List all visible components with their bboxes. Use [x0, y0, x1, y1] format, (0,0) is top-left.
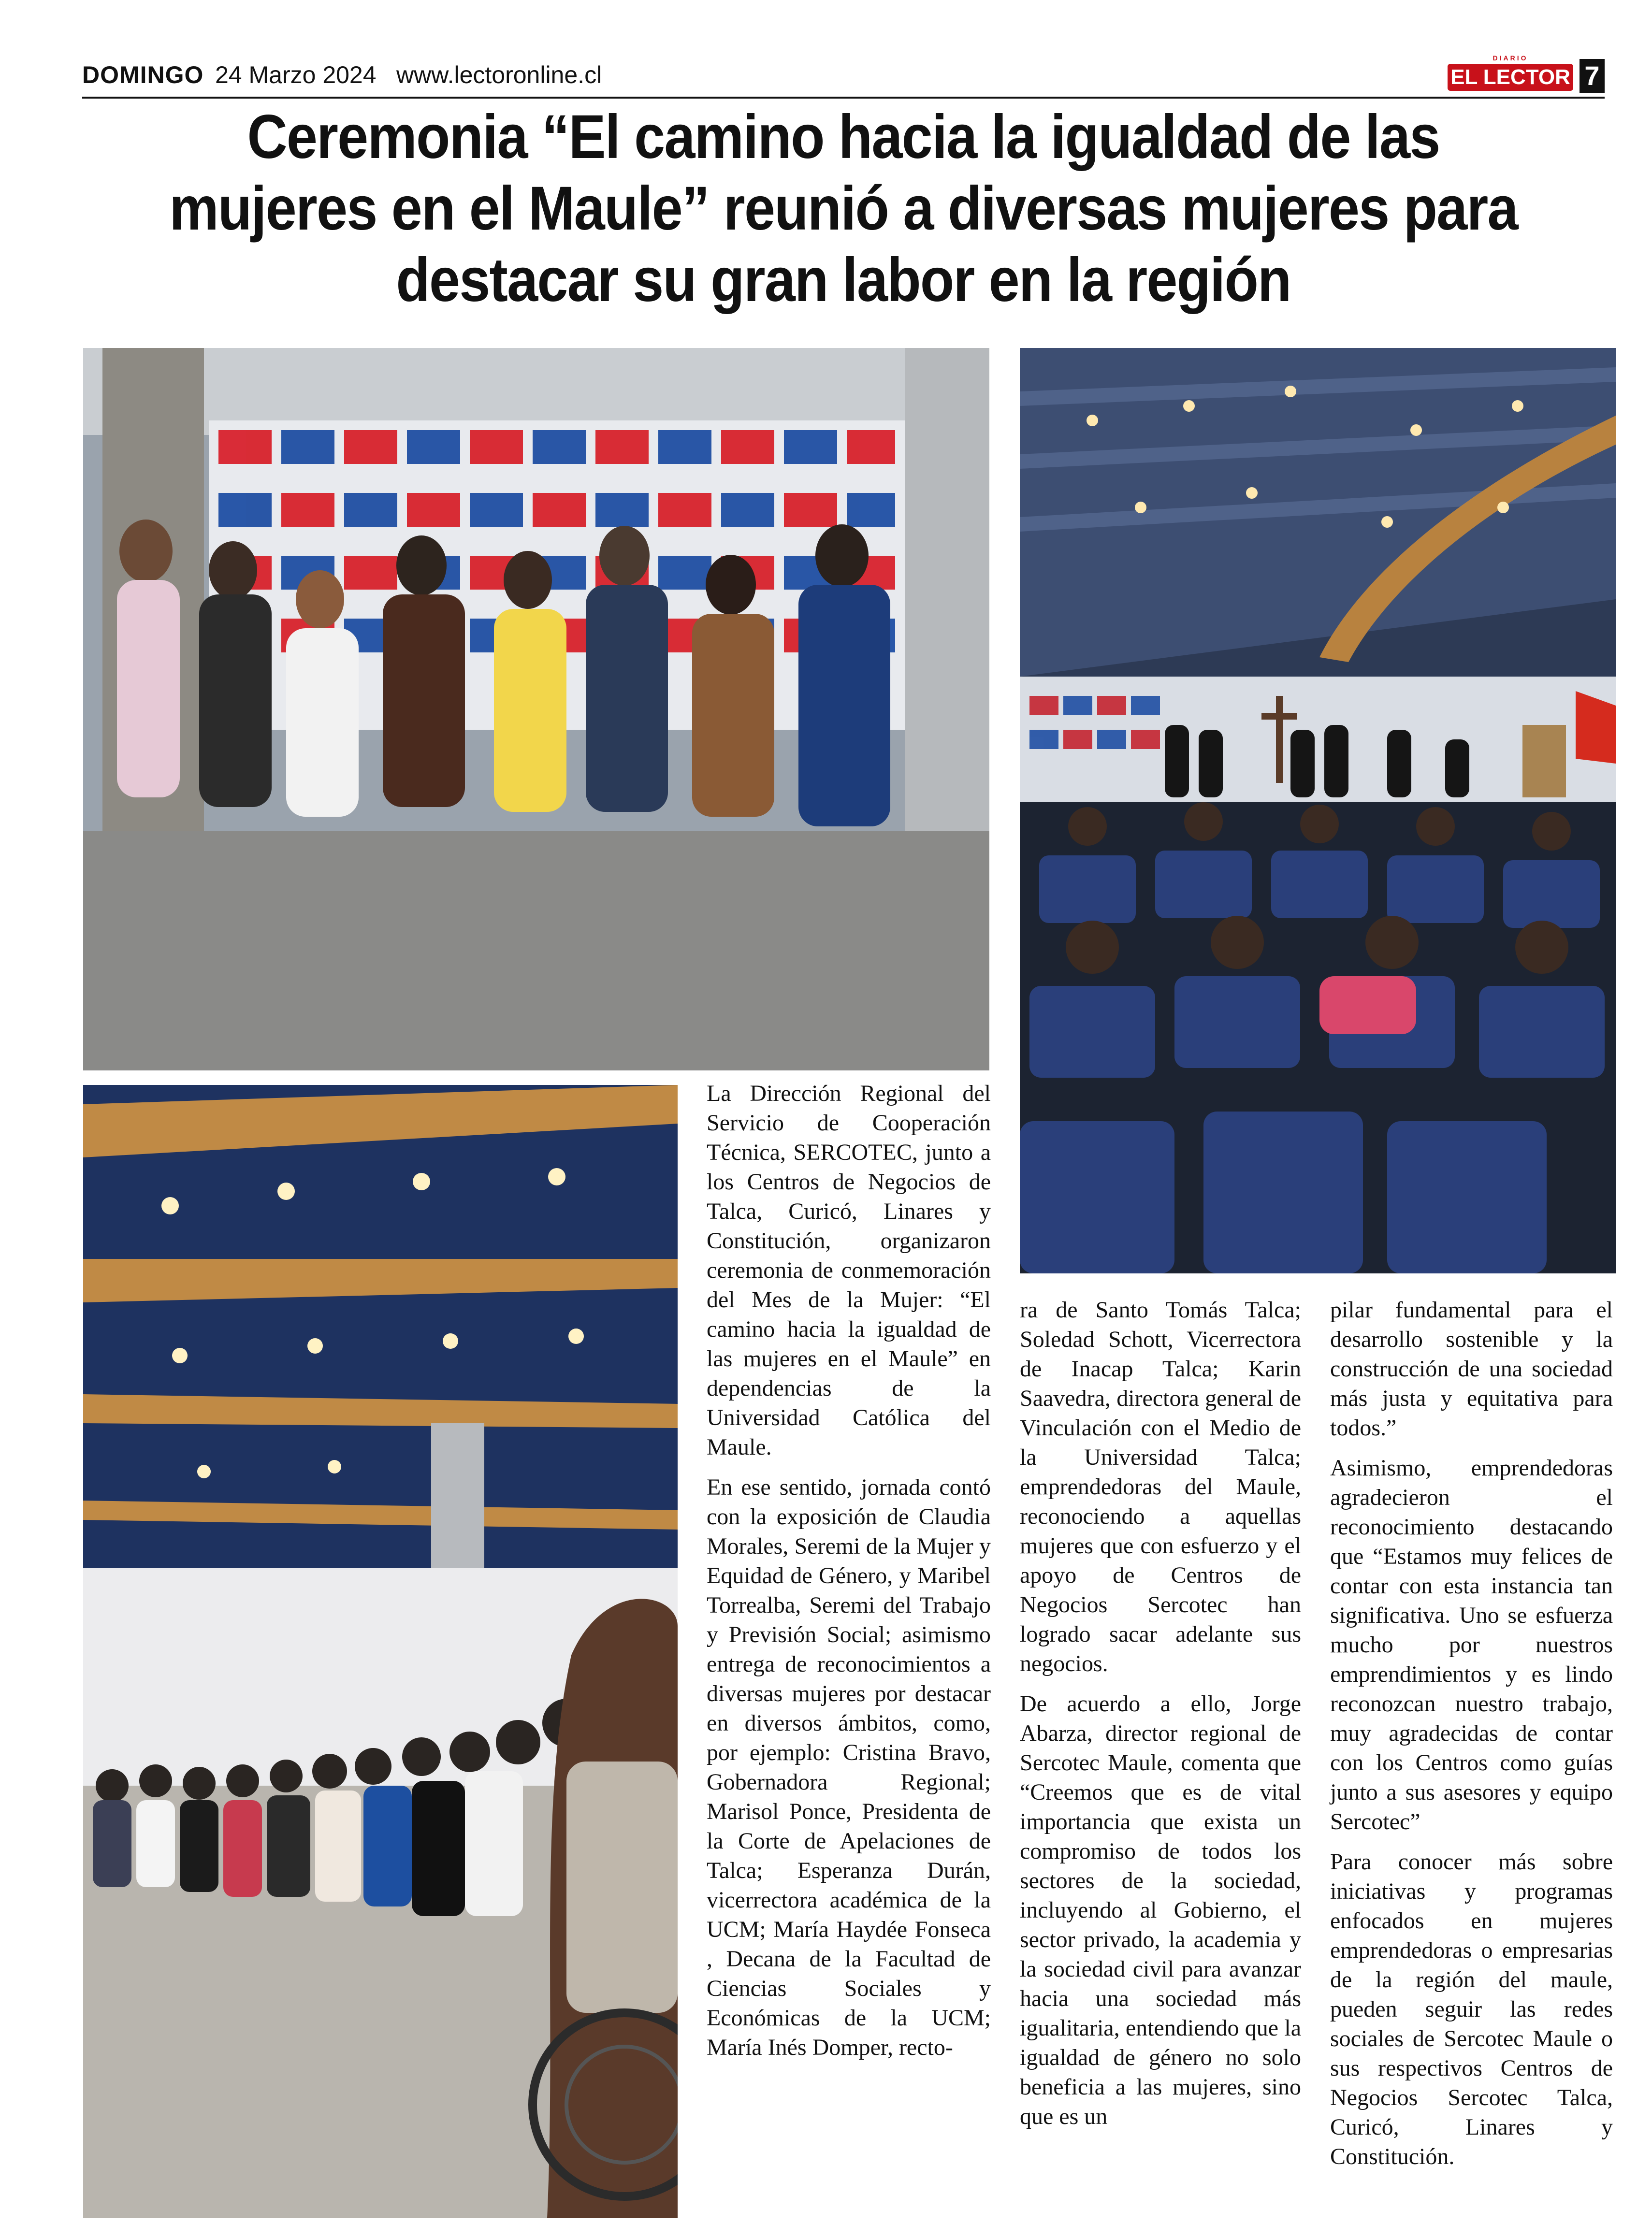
article-paragraph: pilar fundamental para el desarrollo sostenible y la construcción de una sociedad más justa y equitativa para todos.”	[1330, 1297, 1613, 1441]
page-number: 7	[1580, 59, 1605, 93]
logo-small-text: DIARIO	[1493, 54, 1528, 62]
page-header	[82, 54, 1605, 96]
headline: Ceremonia “El camino hacia la igualdad de las mujeres en el Maule” reunió a diversas mujeres para destacar su gran labor en la región	[169, 102, 1518, 315]
logo-text: EL LECTOR	[1448, 64, 1573, 91]
article-column-3	[1330, 1295, 1613, 2182]
header-date: 24 Marzo 2024	[215, 61, 377, 88]
article-column-1	[707, 1079, 991, 2073]
article-paragraph: La Dirección Regional del Servicio de Cooperación Técnica, SERCOTEC, junto a los Centros de Negocios de Talca, Curicó, Linares y Constitución, organizaron ceremonia de conmemoración del Mes de la Mujer: “El camino hacia la igualdad de las mujeres en el Maule” en dependencias de la Universidad Católica del Maule.	[707, 1081, 991, 1460]
concert-photo	[1020, 348, 1616, 1273]
group-photo	[83, 348, 989, 1070]
article-paragraph: De acuerdo a ello, Jorge Abarza, director regional de Sercotec Maule, comenta que “Creemos que es de vital importancia que exista un compromiso de todos los sectores de la sociedad, incluyendo al Gobierno, el sector privado, la academia y la sociedad civil para avanzar hacia una sociedad más igualitaria, entendiendo que la igualdad de género no solo beneficia a las mujeres, sino que es un	[1020, 1691, 1301, 2129]
header-day: DOMINGO	[82, 61, 204, 88]
group-photo-icon	[83, 348, 989, 1070]
concert-audience-icon	[1020, 348, 1616, 1273]
article-paragraph: ra de Santo Tomás Talca; Soledad Schott, Vicerrectora de Inacap Talca; Karin Saavedra, directora general de Vinculación con el Medio de la Universidad Talca; emprendedoras del Maule, reconociendo a aquellas mujeres que con esfuerzo y el apoyo de Centros de Negocios Sercotec han logrado sacar adelante sus negocios.	[1020, 1297, 1301, 1676]
article-column-2	[1020, 1295, 1301, 2142]
auditorium-audience-icon	[83, 1085, 678, 2218]
article-paragraph: En ese sentido, jornada contó con la exposición de Claudia Morales, Seremi de la Mujer y Equidad de Género, y Maribel Torrealba, Seremi del Trabajo y Previsión Social; asimismo entrega de reconocimientos a diversas mujeres por destacar en diversos ámbitos, como, por ejemplo: Cristina Bravo, Gobernadora Regional; Marisol Ponce, Presidenta de la Corte de Apelaciones de Talca; Esperanza Durán, vicerrectora académica de la UCM; María Haydée Fonseca , Decana de la Facultad de Ciencias Sociales y Económicas de la UCM; María Inés Domper, recto-	[707, 1474, 991, 2060]
el-lector-logo	[1448, 54, 1573, 92]
article-paragraph: Asimismo, emprendedoras agradecieron el reconocimiento destacando que “Estamos muy felices de contar con esta instancia tan significativa. Uno se esfuerza mucho por nuestros emprendimientos y es lindo reconozcan nuestro trabajo, muy agradecidas de contar con los Centros como guías junto a sus asesores y equipo Sercotec”	[1330, 1455, 1613, 1834]
header-url[interactable]: www.lectoronline.cl	[396, 61, 602, 88]
auditorium-photo	[83, 1085, 678, 2218]
header-rule	[82, 97, 1605, 99]
article-paragraph: Para conocer más sobre iniciativas y programas enfocados en mujeres emprendedoras o empresarias de la región del maule, pueden seguir las redes sociales de Sercotec Maule o sus respectivos Centros de Negocios Sercotec Talca, Curicó, Linares y Constitución.	[1330, 1849, 1613, 2169]
